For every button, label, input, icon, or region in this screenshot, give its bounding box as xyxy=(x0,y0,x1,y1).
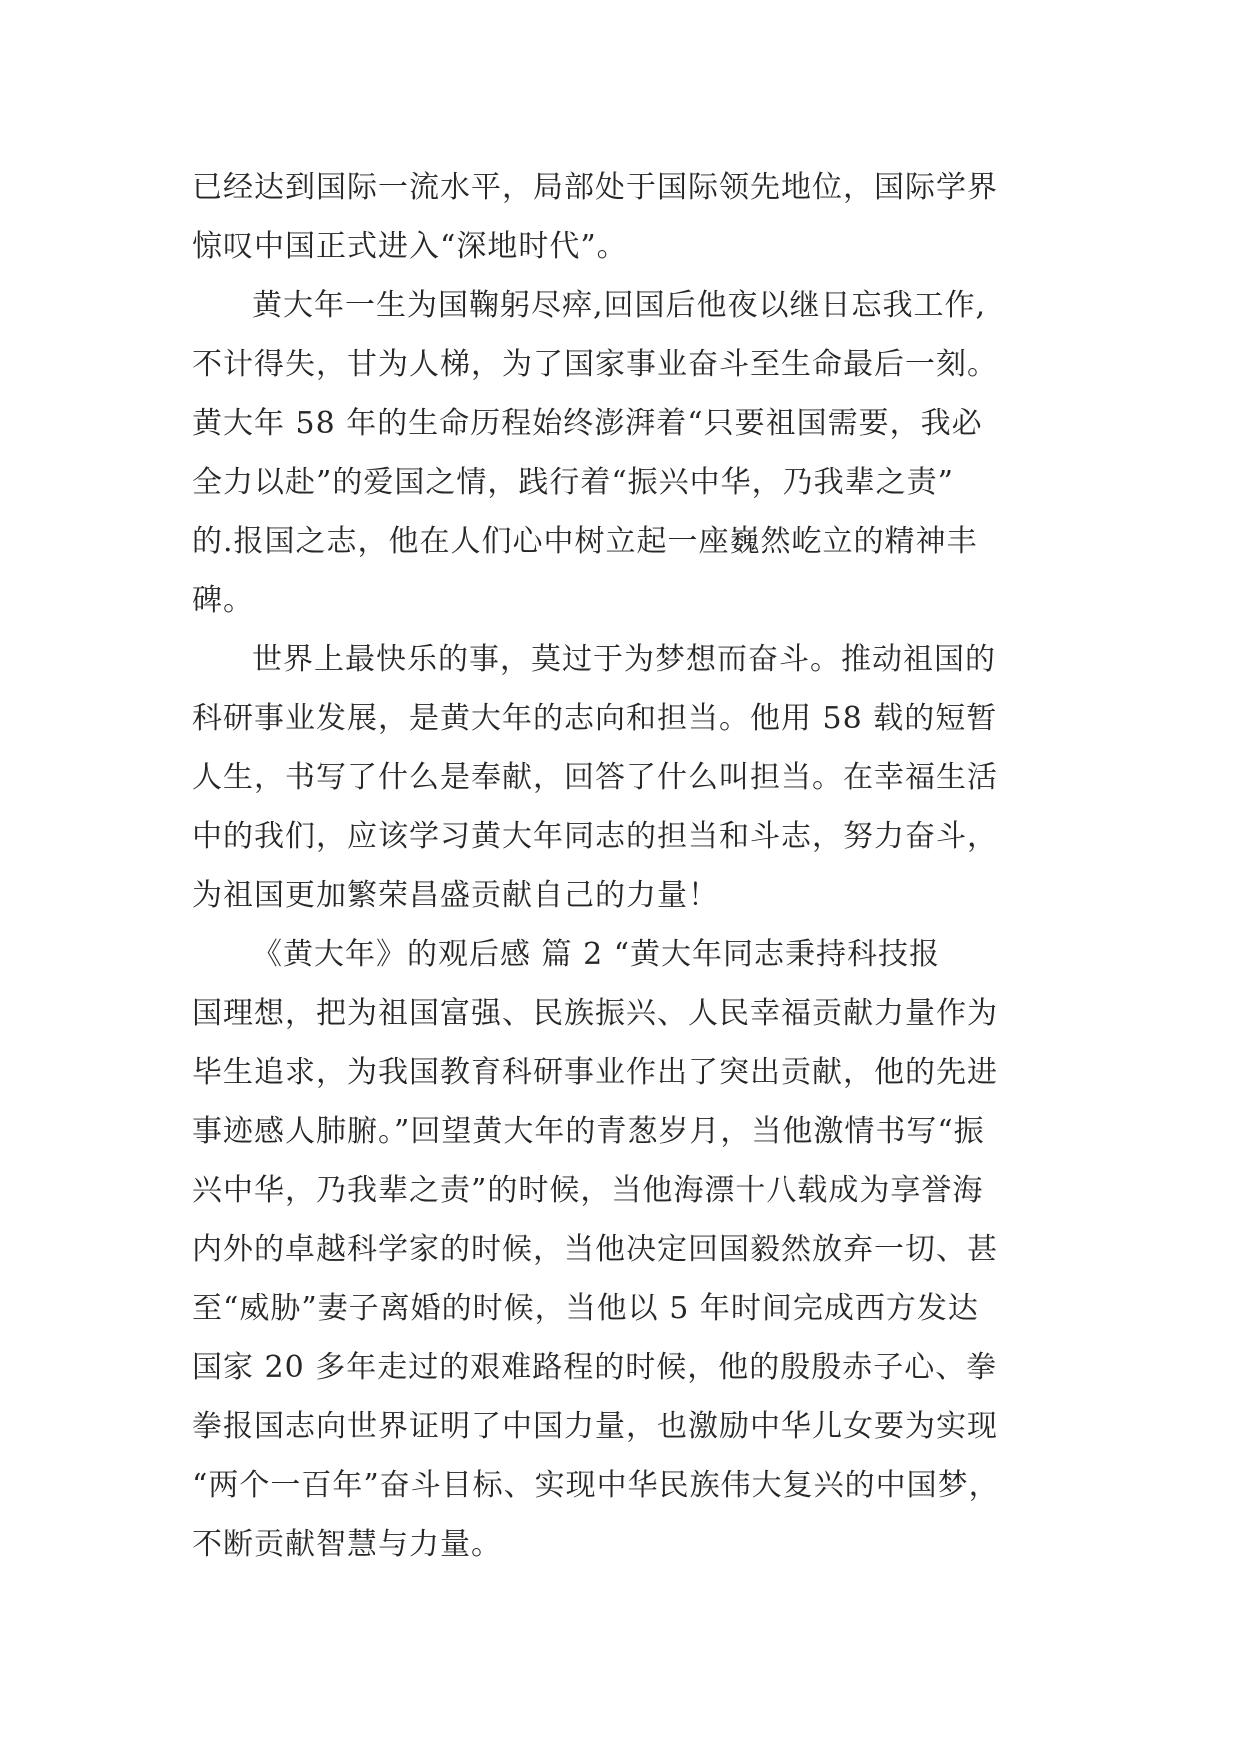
text-line: 中的我们，应该学习黄大年同志的担当和斗志，努力奋斗， xyxy=(192,819,998,854)
text-line: 国家 20 多年走过的艰难路程的时候，他的殷殷赤子心、拳 xyxy=(192,1350,998,1385)
text-line: 黄大年 58 年的生命历程始终澎湃着“只要祖国需要，我必 xyxy=(192,406,983,441)
text-line: 人生，书写了什么是奉献，回答了什么叫担当。在幸福生活 xyxy=(192,760,998,795)
text-line: 拳报国志向世界证明了中国力量，也激励中华儿女要为实现 xyxy=(192,1409,998,1444)
text-line: 的.报国之志，他在人们心中树立起一座巍然屹立的精神丰 xyxy=(192,524,978,559)
text-line: 兴中华，乃我辈之责”的时候，当他海漂十八载成为享誉海 xyxy=(192,1173,984,1208)
text-line: 为祖国更加繁荣昌盛贡献自己的力量！ xyxy=(192,878,719,913)
text-line: “两个一百年”奋斗目标、实现中华民族伟大复兴的中国梦， xyxy=(192,1468,1000,1503)
text-line: 事迹感人肺腑。”回望黄大年的青葱岁月，当他激情书写“振 xyxy=(192,1114,985,1149)
text-line: 至“威胁”妻子离婚的时候，当他以 5 年时间完成西方发达 xyxy=(192,1291,979,1326)
text-line: 全力以赴”的爱国之情，践行着“振兴中华，乃我辈之责” xyxy=(192,465,955,500)
paragraph-start-line: 世界上最快乐的事，莫过于为梦想而奋斗。推动祖国的 xyxy=(252,642,996,677)
text-line: 惊叹中国正式进入“深地时代”。 xyxy=(192,229,628,264)
text-line: 不断贡献智慧与力量。 xyxy=(192,1527,502,1562)
body-text xyxy=(192,158,1092,1574)
text-line: 国理想，把为祖国富强、民族振兴、人民幸福贡献力量作为 xyxy=(192,996,998,1031)
section-heading-line: 《黄大年》的观后感 篇 2 “黄大年同志秉持科技报 xyxy=(252,937,941,972)
text-line: 内外的卓越科学家的时候，当他决定回国毅然放弃一切、甚 xyxy=(192,1232,998,1267)
text-line: 已经达到国际一流水平，局部处于国际领先地位，国际学界 xyxy=(192,170,998,205)
text-line: 碑。 xyxy=(192,583,254,618)
text-line: 毕生追求，为我国教育科研事业作出了突出贡献，他的先进 xyxy=(192,1055,998,1090)
paragraph-start-line: 黄大年一生为国鞠躬尽瘁,回国后他夜以继日忘我工作, xyxy=(252,288,987,323)
text-line: 科研事业发展，是黄大年的志向和担当。他用 58 载的短暂 xyxy=(192,701,998,736)
text-line: 不计得失，甘为人梯，为了国家事业奋斗至生命最后一刻。 xyxy=(192,347,998,382)
